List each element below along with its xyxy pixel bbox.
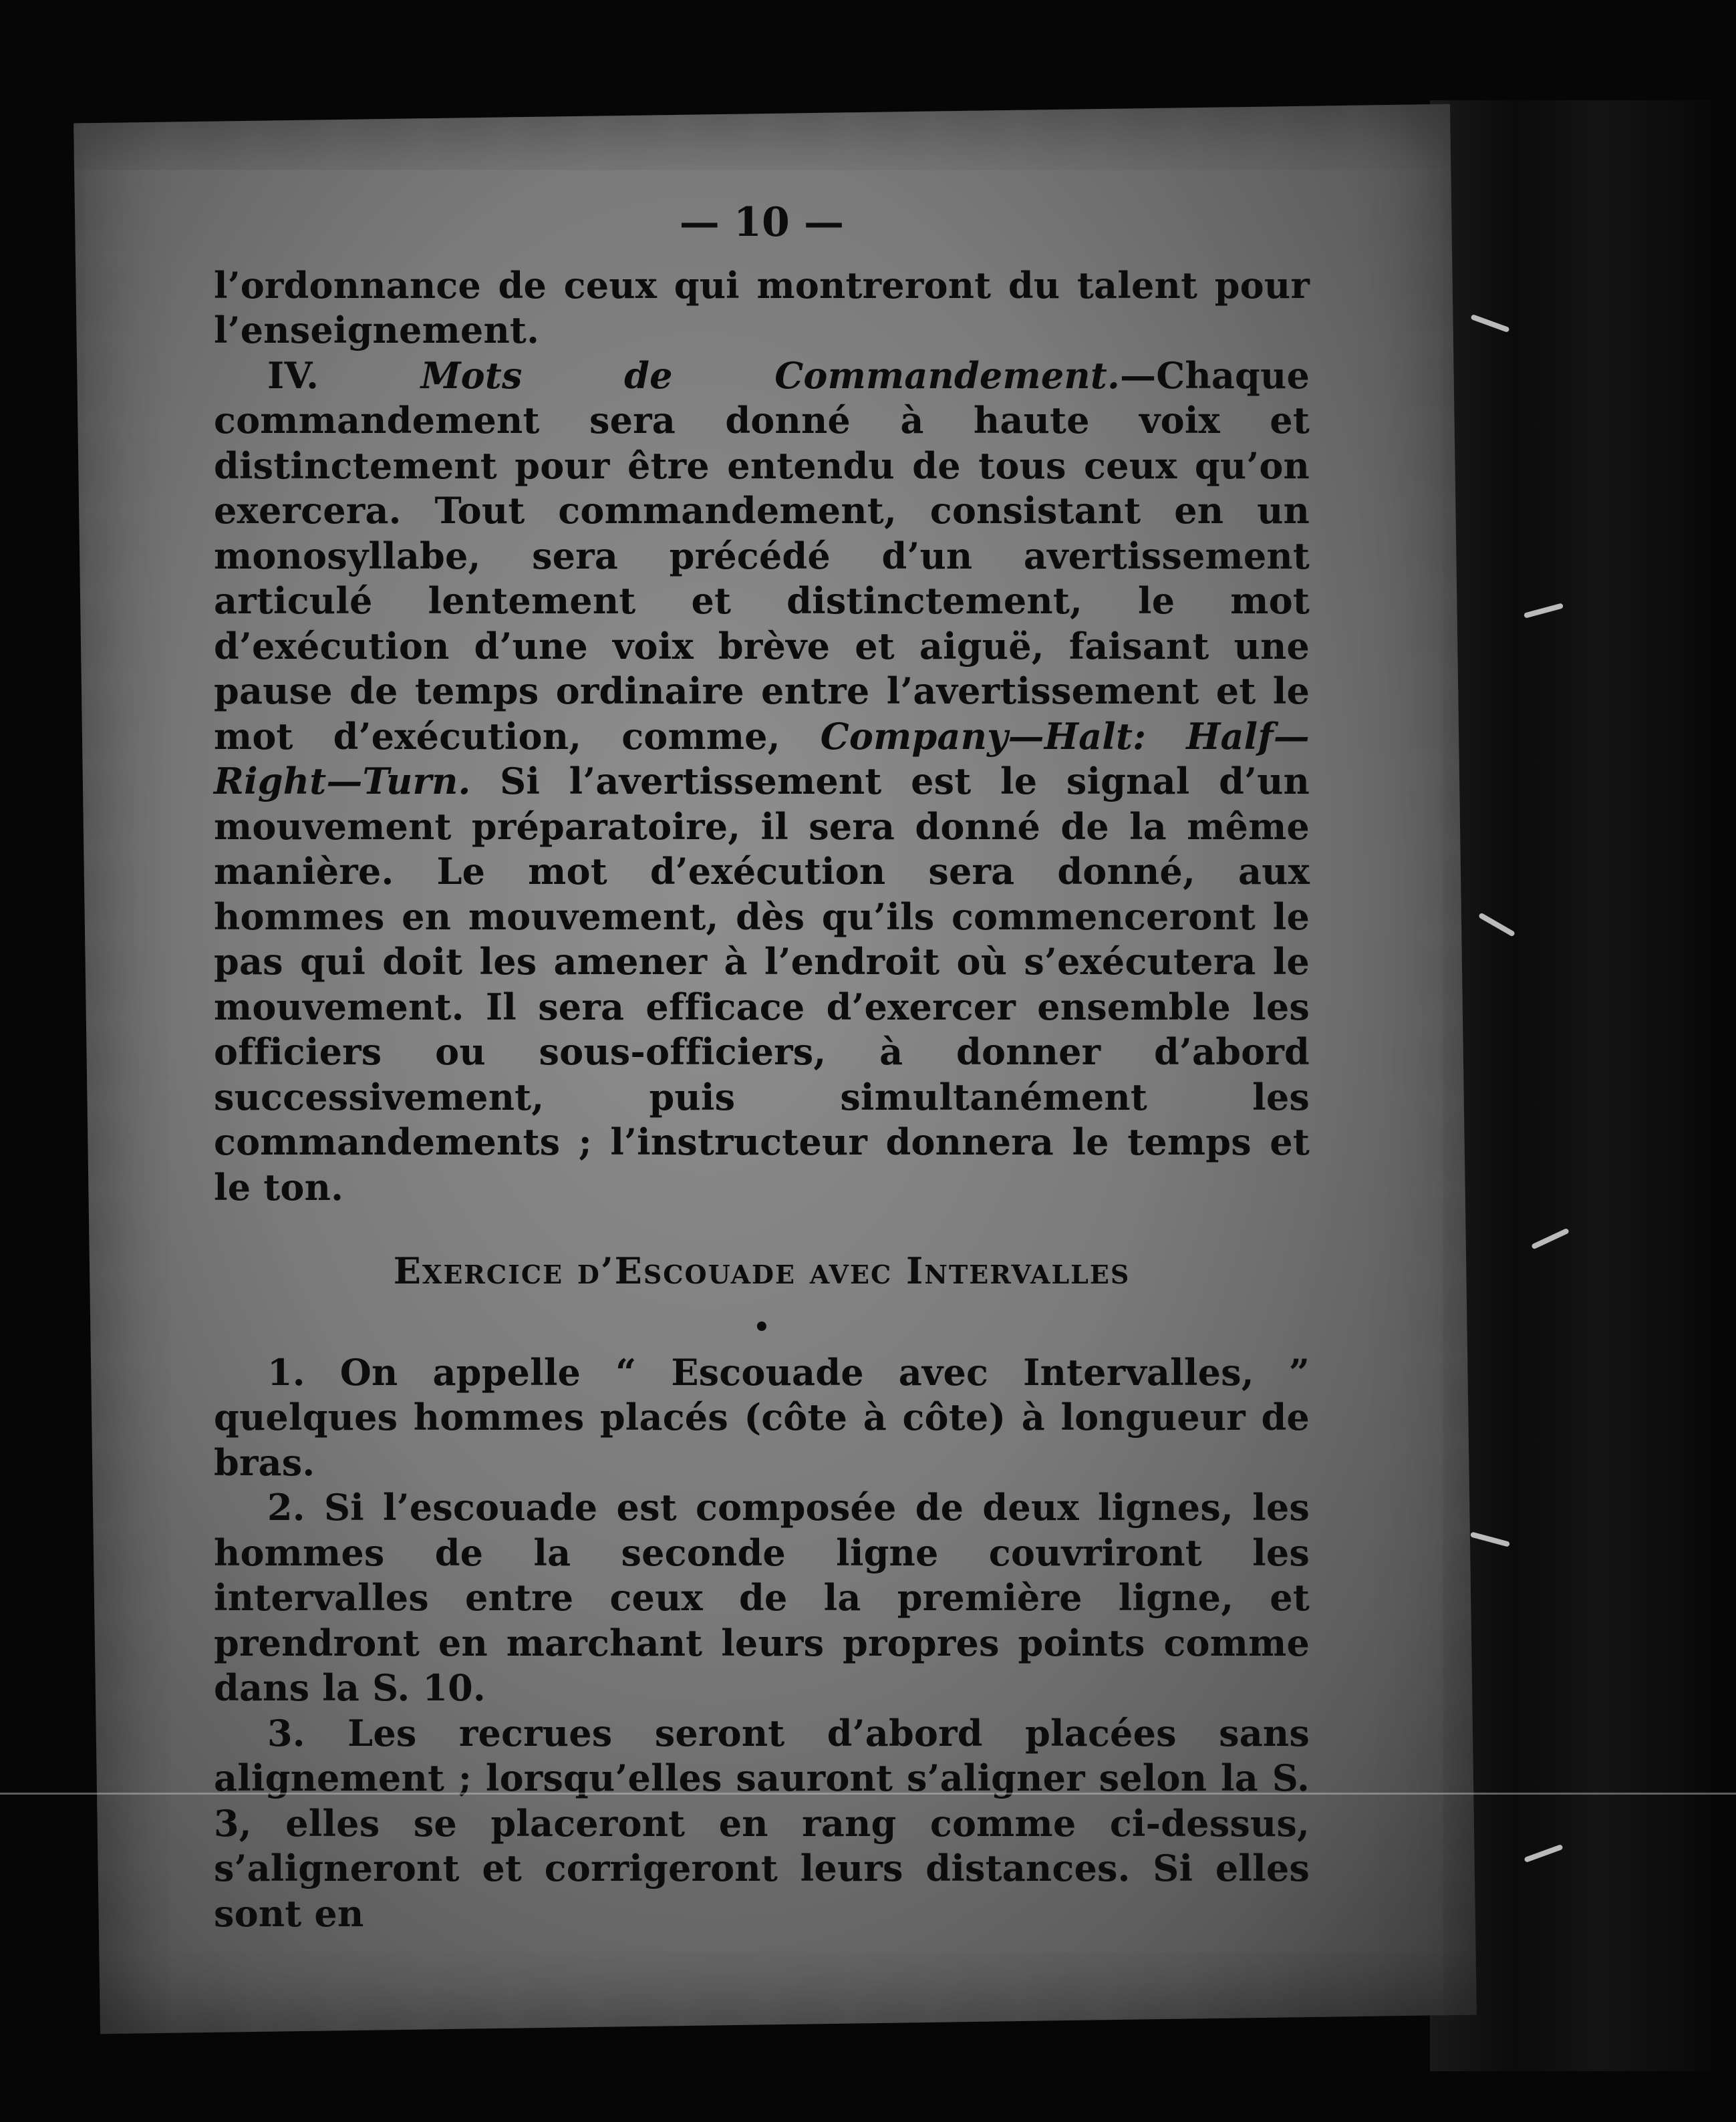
scan-line-artifact <box>0 1793 1736 1795</box>
paragraph-iv <box>214 353 1310 1211</box>
binding-thread <box>1470 1531 1510 1547</box>
page-text <box>214 200 1310 1936</box>
numbered-item-2: 2. Si l’escouade est composée de deux lignes, les hommes de la seconde ligne couvriront les intervalles entre ceux de la première ligne, et prendront en marchant leurs propres points comme dans la S. 10. <box>214 1486 1310 1709</box>
page-number: — 10 — <box>679 199 845 246</box>
section-heading: Exercice d’Escouade avec Intervalles <box>393 1249 1131 1292</box>
bullet-ornament: • <box>753 1311 770 1343</box>
paragraph-iv-text-2: Si l’avertissement est le signal d’un mouvement préparatoire, il sera donné de la même manière. Le mot d’exécution sera donné, aux hommes en mouvement, dès qu’ils commenceront le pas qui doit les amener à l’endroit où s’exécutera le mouvement. Il sera efficace d’exercer ensemble les officiers ou sous-officiers, à donner d’abord successivement, puis simultanément les commandements ; l’instructeur donnera le temps et le ton. <box>214 760 1310 1209</box>
binding-thread <box>1524 603 1564 618</box>
paragraph-iv-example: Company—Halt: Half—Right—Turn. <box>214 714 1310 802</box>
binding-thread <box>1524 1844 1563 1863</box>
numbered-item-3: 3. Les recrues seront d’abord placées sans alignement ; lorsqu’elles sauront s’aligner selon la S. 3, elles se placeront en rang comme ci-dessus, s’aligneront et corrigeront leurs distances. Si elles sont en <box>214 1711 1310 1935</box>
paragraph-iv-text-1: —Chaque commandement sera donné à haute voix et distinctement pour être entendu de tous ceux qu’on exercera. Tout commandement, consistant en un monosyllabe, sera précédé d’un avertissement articulé lentement et distinctement, le mot d’exécution d’une voix brève et aiguë, faisant une pause de temps ordinaire entre l’avertissement et le mot d’exécution, comme, <box>214 353 1310 758</box>
numbered-item-1: 1. On appelle “ Escouade avec Intervalles, ” quelques hommes placés (côte à côte) à longueur de bras. <box>214 1350 1310 1484</box>
paragraph-iv-title: Mots de Commandement. <box>420 353 1120 397</box>
paragraph-continuation: l’ordonnance de ceux qui montreront du talent pour l’enseignement. <box>214 263 1310 351</box>
binding-thread <box>1470 314 1509 333</box>
paragraph-iv-number: IV. <box>267 353 319 397</box>
binding-thread <box>1478 913 1515 937</box>
binding-thread <box>1531 1228 1570 1250</box>
